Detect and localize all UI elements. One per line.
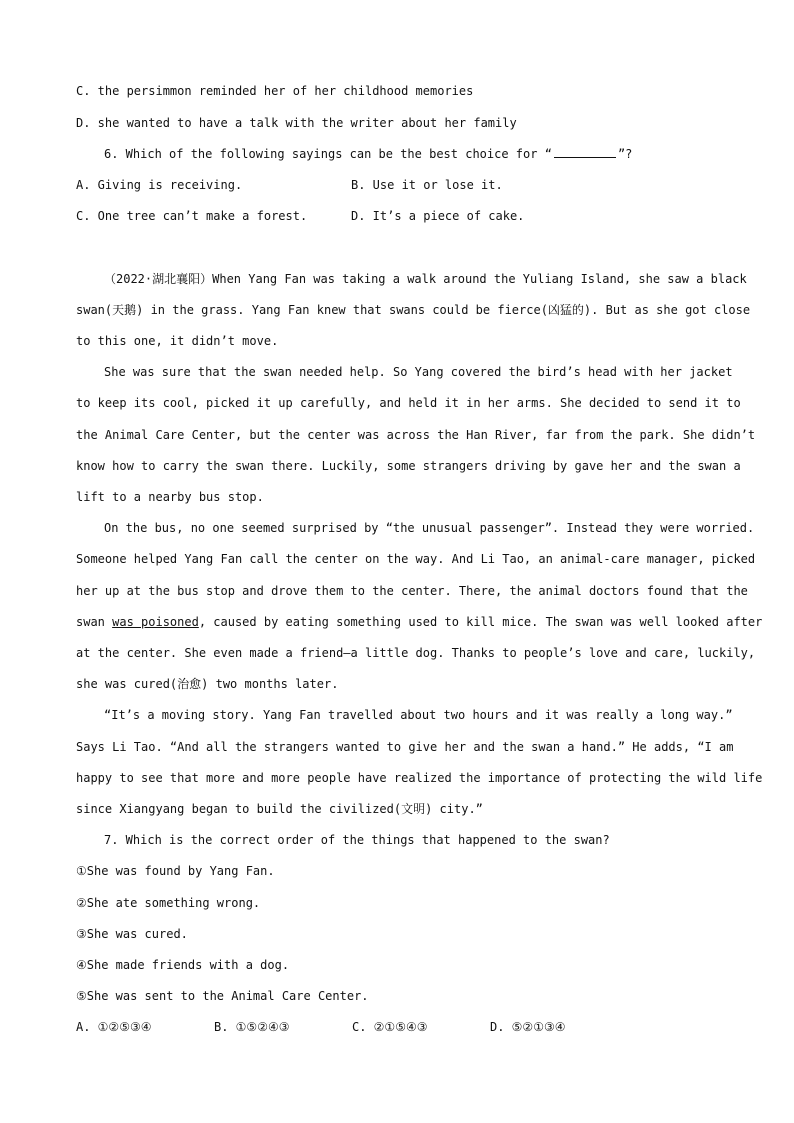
passage-line-12 <box>76 614 763 630</box>
q6-stem-after: ”? <box>617 147 633 161</box>
q7-stem: 7. Which is the correct order of the things that happened to the swan? <box>104 833 610 847</box>
passage-line-3: to this one, it didn’t move. <box>76 334 279 348</box>
q7-event-2: ②She ate something wrong. <box>76 896 261 910</box>
passage-line-8: lift to a nearby bus stop. <box>76 490 264 504</box>
passage-line-6: the Animal Care Center, but the center was across the Han River, far from the park. She didn’t <box>76 428 756 442</box>
q6-option-a: A. Giving is receiving. <box>76 178 243 192</box>
passage-line-7: know how to carry the swan there. Luckily, some strangers driving by gave her and the swan a <box>76 459 741 473</box>
q7-event-3: ③She was cured. <box>76 927 188 941</box>
q5-option-c: C. the persimmon reminded her of her childhood memories <box>76 84 474 98</box>
passage-line-14: she was cured(治愈) two months later. <box>76 677 339 691</box>
q6-option-b: B. Use it or lose it. <box>351 178 503 192</box>
answer-blank <box>554 146 616 158</box>
q7-option-d: D. ⑤②①③④ <box>490 1020 566 1034</box>
passage-line-12-before: swan <box>76 615 113 629</box>
passage-line-5: to keep its cool, picked it up carefully, and held it in her arms. She decided to send it to <box>76 396 741 410</box>
q6-stem-before: 6. Which of the following sayings can be the best choice for “ <box>104 147 552 161</box>
q7-option-b: B. ①⑤②④③ <box>214 1020 290 1034</box>
passage-line-13: at the center. She even made a friend—a little dog. Thanks to people’s love and care, luckily, <box>76 646 756 660</box>
passage-line-16: Says Li Tao. “And all the strangers wanted to give her and the swan a hand.” He adds, “I am <box>76 740 734 754</box>
q6-option-d: D. It’s a piece of cake. <box>351 209 525 223</box>
passage-line-9: On the bus, no one seemed surprised by “the unusual passenger”. Instead they were worried. <box>104 521 755 535</box>
q6-options-row-1 <box>76 177 726 193</box>
passage-line-1: （2022·湖北襄阳）When Yang Fan was taking a walk around the Yuliang Island, she saw a black <box>104 272 747 286</box>
passage-line-4: She was sure that the swan needed help. So Yang covered the bird’s head with her jacket <box>104 365 733 379</box>
passage-line-18: since Xiangyang began to build the civilized(文明) city.” <box>76 802 483 816</box>
passage-line-15: “It’s a moving story. Yang Fan travelled about two hours and it was really a long way.” <box>104 708 733 722</box>
passage-line-2: swan(天鹅) in the grass. Yang Fan knew that swans could be fierce(凶猛的). But as she got close <box>76 303 751 317</box>
q7-event-1: ①She was found by Yang Fan. <box>76 864 275 878</box>
q7-option-c: C. ②①⑤④③ <box>352 1020 428 1034</box>
q6-stem <box>104 146 754 162</box>
q5-option-d: D. she wanted to have a talk with the writer about her family <box>76 116 517 130</box>
passage-line-17: happy to see that more and more people have realized the importance of protecting the wild life <box>76 771 763 785</box>
q7-option-a: A. ①②⑤③④ <box>76 1020 152 1034</box>
passage-line-11: her up at the bus stop and drove them to the center. There, the animal doctors found that the <box>76 584 748 598</box>
underlined-phrase: was poisoned <box>112 615 199 629</box>
passage-line-10: Someone helped Yang Fan call the center on the way. And Li Tao, an animal-care manager, picked <box>76 552 756 566</box>
q6-options-row-2 <box>76 208 726 224</box>
q7-options-row <box>76 1019 726 1035</box>
q7-event-4: ④She made friends with a dog. <box>76 958 290 972</box>
passage-line-12-after: , caused by eating something used to kill mice. The swan was well looked after <box>198 615 763 629</box>
q6-option-c: C. One tree can’t make a forest. <box>76 209 308 223</box>
q7-event-5: ⑤She was sent to the Animal Care Center. <box>76 989 369 1003</box>
